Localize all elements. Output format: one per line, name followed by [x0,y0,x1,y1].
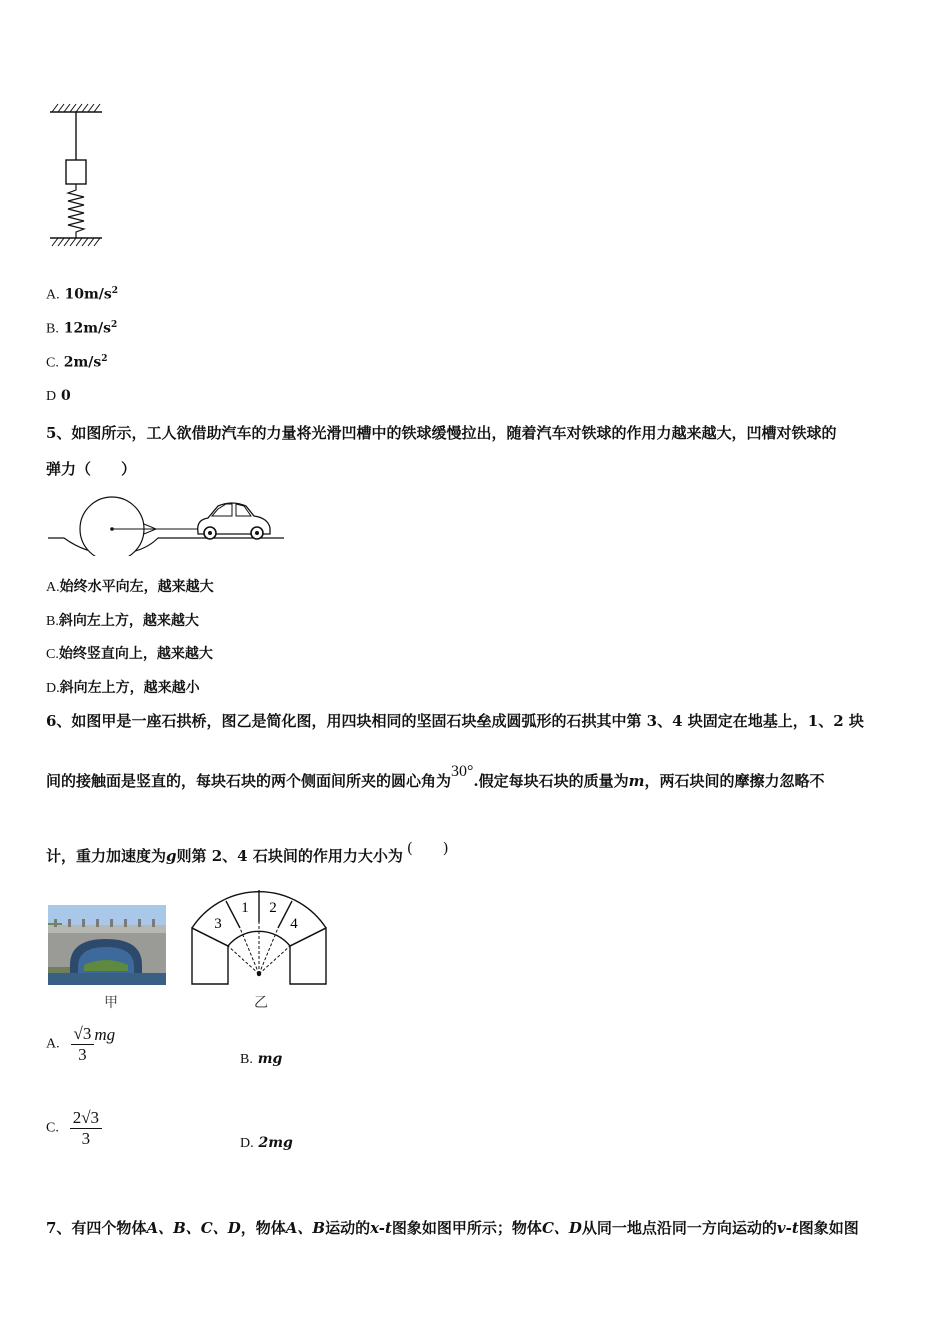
q5-option-b[interactable]: B.斜向左上方，越来越大 [46,613,199,629]
q6-option-c[interactable]: C. $\frac{2√3}{3}$ [46,1108,102,1149]
q4-option-d[interactable]: D 0 [46,388,71,404]
arch-block-label-1: 1 [241,900,249,916]
spring-mass-figure [46,100,108,250]
caption-yi: 乙 [254,995,268,1011]
q4-option-a[interactable]: A. $10m/s^2$ [46,286,119,303]
arch-block-label-4: 4 [290,916,298,932]
q6-stem-line3: 计，重力加速度为g则第 2、4 石块间的作用力大小为 ( ) [46,839,449,865]
fraction-c: $\frac{2√3}{3}$ [70,1108,102,1149]
q6-option-b[interactable]: B. mg [240,1051,283,1067]
q5-option-a[interactable]: A.始终水平向左，越来越大 [46,579,214,595]
q6-option-a[interactable]: A. $\frac{√3}{3}$ mg [46,1024,116,1064]
q6-option-d[interactable]: D. 2mg [240,1135,293,1151]
q5-stem-line2: 弹力（ ） [46,460,137,478]
arch-block-label-3: 3 [214,916,222,932]
caption-jia: 甲 [104,995,118,1011]
q5-stem-line1: 5、如图所示，工人欲借助汽车的力量将光滑凹槽中的铁球缓慢拉出，随着汽车对铁球的作用力越来越大，凹槽对铁球的 [46,424,837,442]
stone-bridge-photo [48,905,166,985]
q5-option-c[interactable]: C.始终竖直向上，越来越大 [46,646,213,662]
ball-groove-car-figure [46,490,288,556]
q6-stem-line1: 6、如图甲是一座石拱桥，图乙是简化图，用四块相同的坚固石块垒成圆弧形的石拱其中第 3、4 块固定在地基上，1、2 块 [46,712,864,730]
q4-option-c[interactable]: C. $2m/s^2$ [46,354,108,371]
stone-arch-diagram [190,888,328,988]
q5-option-d[interactable]: D.斜向左上方，越来越小 [46,680,200,696]
q7-stem-line1: 7、有四个物体A、B、C、D，物体A、B运动的x-t图象如图甲所示；物体C、D从同一地点沿同一方向运动的v-t图象如图 [46,1219,859,1237]
q4-option-b[interactable]: B. $12m/s^2$ [46,320,118,337]
angle-value: 30° [451,763,474,780]
fraction-a: $\frac{√3}{3}$ [71,1024,95,1065]
q6-stem-line2: 间的接触面是竖直的，每块石块的两个侧面间所夹的圆心角为30°.假定每块石块的质量为m，两石块间的摩擦力忽略不 [46,763,825,790]
arch-block-label-2: 2 [269,900,277,916]
